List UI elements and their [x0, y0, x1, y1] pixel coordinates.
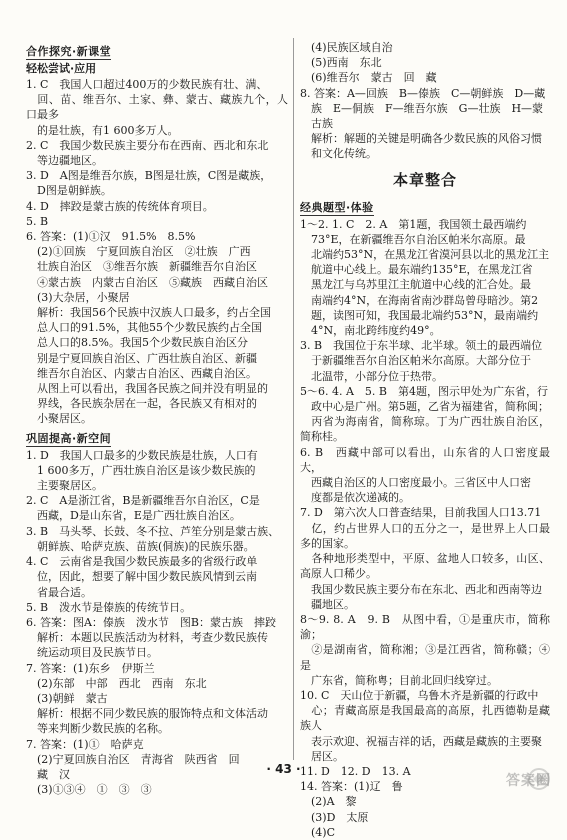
answer-line: 各种地形类型中，平原、盆地人口较多，山区、高原人口稀少。 — [300, 552, 550, 581]
answer-line: (3)朝鲜 蒙古 — [26, 691, 108, 705]
answer-line: (4)C — [300, 825, 335, 839]
answer-line: 回、苗、维吾尔、土家、彝、蒙古、藏族九个，人口最多 — [26, 93, 288, 122]
answer-line: 解析：解题的关键是明确各少数民族的风俗习惯 — [300, 132, 542, 146]
answer-line: 政中心是广州。第5题，乙省为福建省，简称闽； — [300, 400, 549, 414]
subsection-title-practice: 轻松尝试·应用 — [26, 62, 97, 75]
answer-line: (3)①③④ ① ③ ③ — [26, 783, 152, 797]
answer-line: 藏 汉 — [26, 767, 70, 781]
answer-line: 等边疆地区。 — [26, 154, 103, 168]
answer-line: 南端约4°N，在海南省南沙群岛曾母暗沙。第2 — [300, 293, 539, 307]
answer-line: 我国少数民族主要分布在东北、西北和西南等边 — [300, 582, 542, 596]
answer-line: 西藏，D是山东省，E是广西壮族自治区。 — [26, 509, 241, 523]
left-column — [26, 40, 288, 797]
answer-line: (2)东部 中部 西北 西南 东北 — [26, 676, 207, 690]
answer-line: 亿，约占世界人口的五分之一，是世界上人口最多的国家。 — [300, 521, 550, 550]
chapter-summary-title: 本章整合 — [392, 170, 457, 189]
answer-line: 解析：根据不同少数民族的服饰特点和文体活动 — [26, 707, 268, 721]
answer-line: (2)宁夏回族自治区 青海省 陕西省 回 — [26, 752, 240, 766]
answer-line: (4)民族区域自治 — [300, 41, 393, 54]
answer-line: 4. D 摔跤是蒙古族的传统体育项目。 — [26, 199, 214, 213]
answer-line: 8～9. 8. A 9. B 从图中看，①是重庆市，简称渝； — [300, 612, 550, 642]
answer-line: 5. B — [26, 214, 49, 228]
answer-line: 丙省为海南省，简称琼。丁为广西壮族自治区，简称桂。 — [300, 415, 550, 444]
answer-line: 表示欢迎、祝福吉祥的话，西藏是藏族的主要聚 — [300, 734, 542, 748]
answer-line: 度都是依次递减的。 — [300, 491, 410, 505]
answers-block-2 — [26, 448, 288, 798]
answer-line: 等来判断少数民族的名称。 — [26, 722, 169, 736]
answer-line: 统运动项目及民族节日。 — [26, 646, 158, 660]
answer-line: 10. C 天山位于新疆，乌鲁木齐是新疆的行政中 — [300, 688, 539, 702]
answer-line: 7. 答案：(1)东乡 伊斯兰 — [26, 661, 155, 675]
answer-line: 从图上可以看出，我国各民族之间并没有明显的 — [26, 382, 268, 396]
answer-line: 6. 答案：(1)①汉 91.5% 8.5% — [26, 230, 196, 244]
answer-line: 5. B 泼水节是傣族的传统节日。 — [26, 600, 192, 614]
answers-block-continued — [300, 40, 550, 162]
answer-line: 总人口的8.5%。我国5个少数民族自治区分 — [26, 336, 248, 350]
answer-line: 14. 答案：(1)辽 鲁 — [300, 780, 403, 794]
answer-line: 5～6. 4. A 5. B 第4题，图示甲处为广东省，行 — [300, 384, 548, 398]
answers-block-1 — [26, 77, 288, 427]
answer-line: 7. D 第六次人口普查结果，目前我国人口13.71 — [300, 506, 542, 520]
answer-line: 黑龙江与乌苏里江主航道中心线的汇合处。最 — [300, 278, 531, 292]
answer-line: 主要聚居区。 — [26, 479, 103, 493]
answer-line: 小聚居区。 — [26, 412, 92, 426]
answer-line: 6. 答案：图A：傣族 泼水节 图B：蒙古族 摔跤 — [26, 615, 277, 629]
answer-line: 别是宁夏回族自治区、广西壮族自治区、新疆 — [26, 351, 257, 365]
watermark-text: 答案圈 — [506, 773, 551, 789]
answer-line: 的是壮族，有1 600多万人。 — [26, 123, 179, 137]
answer-line: 疆地区。 — [300, 597, 355, 611]
answer-line: D图是朝鲜族。 — [26, 184, 112, 198]
answer-line: 题，读图可知，我国最北端约53°N，最南端约 — [300, 308, 539, 322]
answer-line: 4. C 云南省是我国少数民族最多的省级行政单 — [26, 555, 258, 569]
answer-line: 解析：我国56个民族中汉族人口最多，约占全国 — [26, 306, 271, 320]
answer-line: 航道中心线上。最东端约135°E，在黑龙江省 — [300, 263, 533, 277]
answer-line: 北温带，小部分位于热带。 — [300, 369, 443, 383]
answer-line: 1. C 我国人口超过400万的少数民族有壮、满、 — [26, 78, 268, 91]
answer-line: 2. C A是浙江省，B是新疆维吾尔自治区，C是 — [26, 494, 260, 508]
answer-line: 总人口的91.5%，其他55个少数民族约占全国 — [26, 321, 262, 335]
answer-line: (3)大杂居，小聚居 — [26, 290, 130, 304]
answer-line: 西藏自治区的人口密度最小。三省区中人口密 — [300, 476, 531, 490]
answer-line: 省最合适。 — [26, 585, 92, 599]
answer-line: 壮族自治区 ③维吾尔族 新疆维吾尔自治区 — [26, 260, 257, 274]
answer-line: 11. D 12. D 13. A — [300, 764, 411, 778]
answer-line: 6. B 西藏中部可以看出，山东省的人口密度最大， — [300, 445, 550, 474]
answer-line: 解析：本题以民族活动为材料，考查少数民族传 — [26, 631, 268, 645]
answer-line: 心；青藏高原是我国最高的高原，扎西德勒是藏族人 — [300, 704, 550, 733]
answer-line: 族 E—侗族 F—维吾尔族 G—壮族 H—蒙 — [300, 101, 544, 115]
answer-line: ②是湖南省，简称湘；③是江西省，简称赣；④是 — [300, 643, 550, 672]
section-title-cooperative: 合作探究·新课堂 — [26, 45, 112, 58]
answer-line: (2)A 黎 — [300, 795, 357, 809]
answer-line: 3. B 马头琴、长鼓、冬不拉、芦笙分别是蒙古族、 — [26, 524, 280, 538]
answer-line: ④蒙古族 内蒙古自治区 ⑤藏族 西藏自治区 — [26, 275, 268, 289]
answer-line: (3)D 太原 — [300, 810, 369, 824]
answer-line: (5)西南 东北 — [300, 56, 382, 70]
answer-line: 2. C 我国少数民族主要分布在西南、西北和东北 — [26, 138, 269, 152]
answer-line: 7. 答案：(1)① 哈萨克 — [26, 737, 144, 751]
answer-line: (6)维吾尔 蒙古 回 藏 — [300, 71, 437, 85]
answer-line: 广东省，简称粤；目前北回归线穿过。 — [300, 673, 498, 687]
section-title-classic: 经典题型·体验 — [300, 200, 374, 214]
right-column — [300, 40, 550, 840]
answer-line: 1. D 我国人口最多的少数民族是壮族，人口有 — [26, 448, 258, 462]
answer-line: 古族 — [300, 117, 333, 131]
answer-line: 朝鲜族、哈萨克族、苗族(侗族)的民族乐器。 — [26, 539, 255, 553]
answer-line: 居区。 — [300, 749, 344, 763]
answers-block-3 — [300, 217, 550, 840]
answer-line: 3. D A图是维吾尔族，B图是壮族，C图是藏族， — [26, 169, 272, 183]
answer-line: 界线，各民族杂居在一起，各民族又有相对的 — [26, 397, 257, 411]
answer-line: 维吾尔自治区、内蒙古自治区、西藏自治区。 — [26, 366, 257, 380]
page-number: · 43 · — [266, 762, 301, 776]
column-divider — [293, 38, 294, 760]
answer-line: 位，因此，想要了解中国少数民族风情到云南 — [26, 570, 257, 584]
section-title-consolidate: 巩固提高·新空间 — [26, 431, 112, 445]
answer-line: 北端约53°N，在黑龙江省漠河县以北的黑龙江主 — [300, 248, 550, 262]
answer-line: 和文化传统。 — [300, 147, 377, 161]
answer-line: 1 600多万，广西壮族自治区是该少数民族的 — [26, 463, 256, 477]
answer-line: 3. B 我国位于东半球、北半球。领土的最西端位 — [300, 339, 543, 353]
answer-line: (2)①回族 宁夏回族自治区 ②壮族 广西 — [26, 245, 251, 259]
answer-line: 8. 答案：A—回族 B—傣族 C—朝鲜族 D—藏 — [300, 86, 546, 100]
answer-line: 1～2. 1. C 2. A 第1题，我国领土最西端约 — [300, 217, 527, 231]
answer-line: 于新疆维吾尔自治区帕米尔高原。大部分位于 — [300, 354, 531, 368]
answer-line: 4°N，南北跨纬度约49°。 — [300, 324, 441, 338]
answer-line: 73°E，在新疆维吾尔自治区帕米尔高原。最 — [300, 232, 526, 246]
